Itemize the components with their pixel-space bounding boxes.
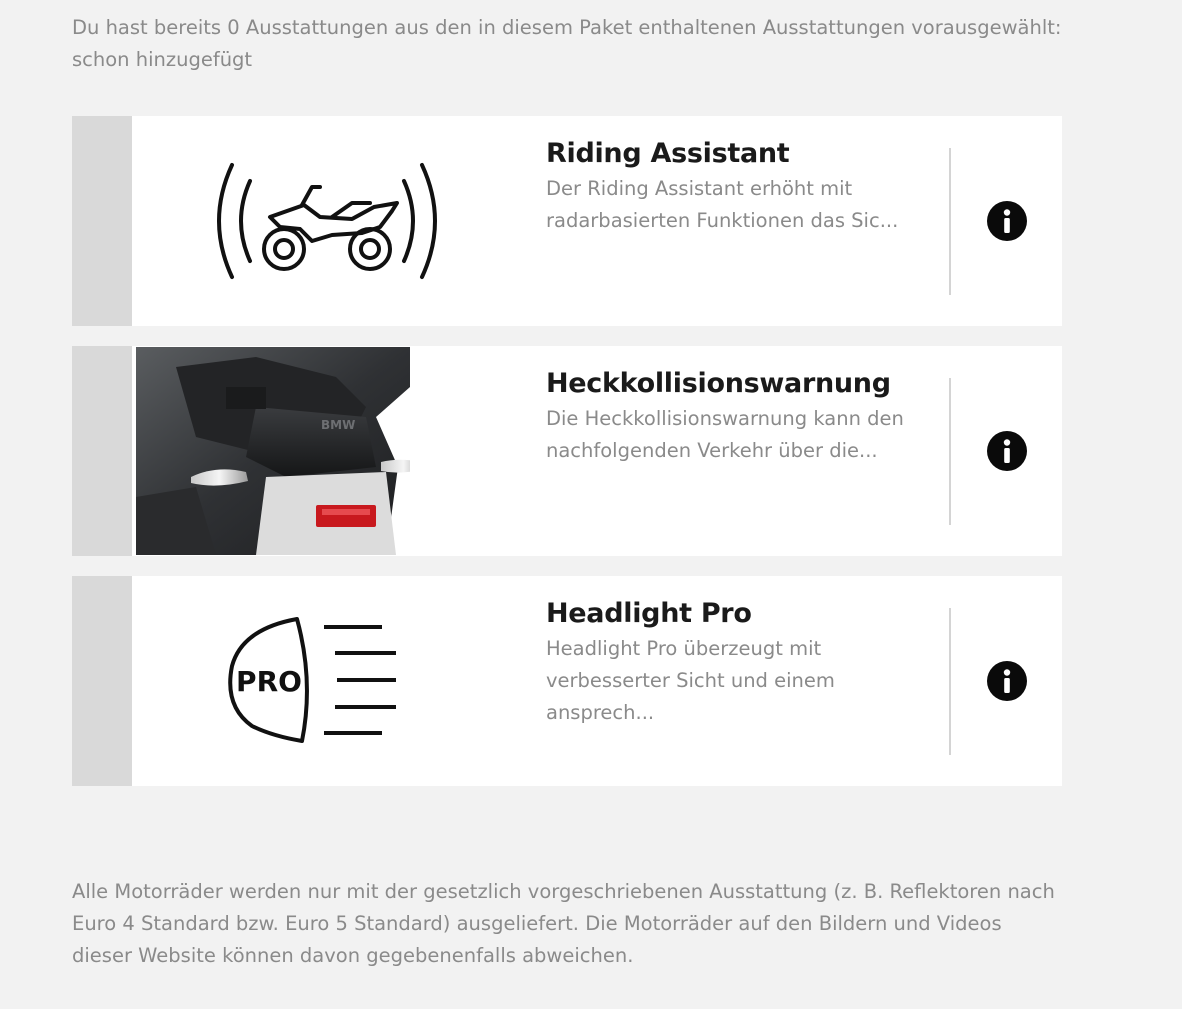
pro-label: PRO — [236, 665, 302, 698]
item-title: Riding Assistant — [546, 138, 790, 169]
info-button[interactable] — [987, 661, 1027, 701]
info-button[interactable] — [987, 431, 1027, 471]
bmw-lettering: BMW — [321, 418, 356, 432]
card-selection-rail[interactable] — [72, 346, 132, 556]
headlight-pro-icon — [202, 611, 452, 751]
riding-assistant-image — [192, 116, 462, 326]
item-description: Die Heckkollisionswarnung kann den nachfolgenden Verkehr über die... — [546, 407, 904, 462]
info-icon — [987, 431, 1027, 471]
card-selection-rail[interactable] — [72, 576, 132, 786]
item-title: Headlight Pro — [546, 598, 752, 629]
item-description: Headlight Pro überzeugt mit verbesserter Sicht und einem ansprech... — [546, 637, 835, 724]
equipment-card-rear-collision-warning[interactable] — [72, 346, 1062, 556]
item-title: Heckkollisionswarnung — [546, 368, 891, 399]
card-divider — [949, 608, 951, 755]
item-description: Der Riding Assistant erhöht mit radarbasierten Funktionen das Sic... — [546, 177, 899, 232]
equipment-card-riding-assistant[interactable] — [72, 116, 1062, 326]
card-divider — [949, 148, 951, 295]
rear-collision-photo — [136, 346, 410, 556]
headlight-pro-image — [192, 576, 462, 786]
info-icon — [987, 201, 1027, 241]
motorcycle-rear-photo — [136, 347, 410, 555]
info-button[interactable] — [987, 201, 1027, 241]
card-selection-rail[interactable] — [72, 116, 132, 326]
equipment-card-headlight-pro[interactable] — [72, 576, 1062, 786]
package-intro-text: Du hast bereits 0 Ausstattungen aus den in diesem Paket enthaltenen Ausstattungen vorausgewählt: schon hinzugefügt — [72, 16, 1062, 71]
legal-disclaimer: Alle Motorräder werden nur mit der gesetzlich vorgeschriebenen Ausstattung (z. B. Reflektoren nach Euro 4 Standard bzw. Euro 5 Standard) ausgeliefert. Die Motorräder auf den Bildern und Videos dieser Website können davon gegebenenfalls abweichen. — [72, 880, 1055, 967]
motorcycle-radar-icon — [202, 151, 452, 291]
info-icon — [987, 661, 1027, 701]
card-divider — [949, 378, 951, 525]
